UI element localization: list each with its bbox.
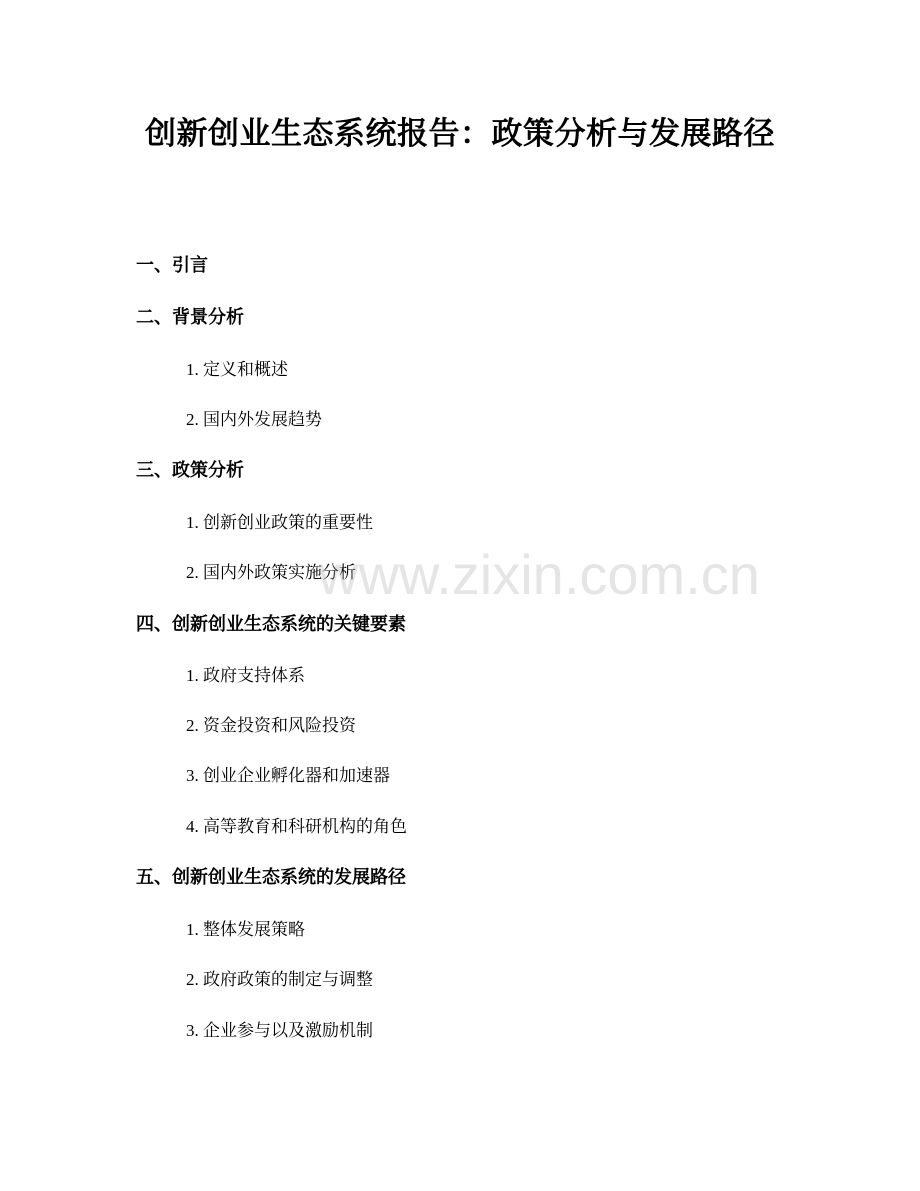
watermark: www.zixin.com.cn <box>318 543 760 606</box>
list-item: 2. 资金投资和风险投资 <box>186 716 356 735</box>
list-item: 1. 定义和概述 <box>186 360 288 379</box>
list-item: 1. 整体发展策略 <box>186 920 305 939</box>
section-heading-development-path: 五、创新创业生态系统的发展路径 <box>136 867 406 888</box>
document-title: 创新创业生态系统报告：政策分析与发展路径 <box>145 116 775 152</box>
section-heading-background: 二、背景分析 <box>136 307 244 328</box>
list-item: 2. 国内外政策实施分析 <box>186 563 356 582</box>
section-heading-policy: 三、政策分析 <box>136 460 244 481</box>
list-item: 1. 创新创业政策的重要性 <box>186 513 373 532</box>
list-item: 2. 政府政策的制定与调整 <box>186 970 373 989</box>
section-heading-key-elements: 四、创新创业生态系统的关键要素 <box>136 614 406 635</box>
list-item: 1. 政府支持体系 <box>186 666 305 685</box>
list-item: 4. 高等教育和科研机构的角色 <box>186 817 407 836</box>
list-item: 3. 企业参与以及激励机制 <box>186 1021 373 1040</box>
list-item: 3. 创业企业孵化器和加速器 <box>186 766 390 785</box>
section-heading-intro: 一、引言 <box>136 255 208 276</box>
list-item: 2. 国内外发展趋势 <box>186 410 322 429</box>
